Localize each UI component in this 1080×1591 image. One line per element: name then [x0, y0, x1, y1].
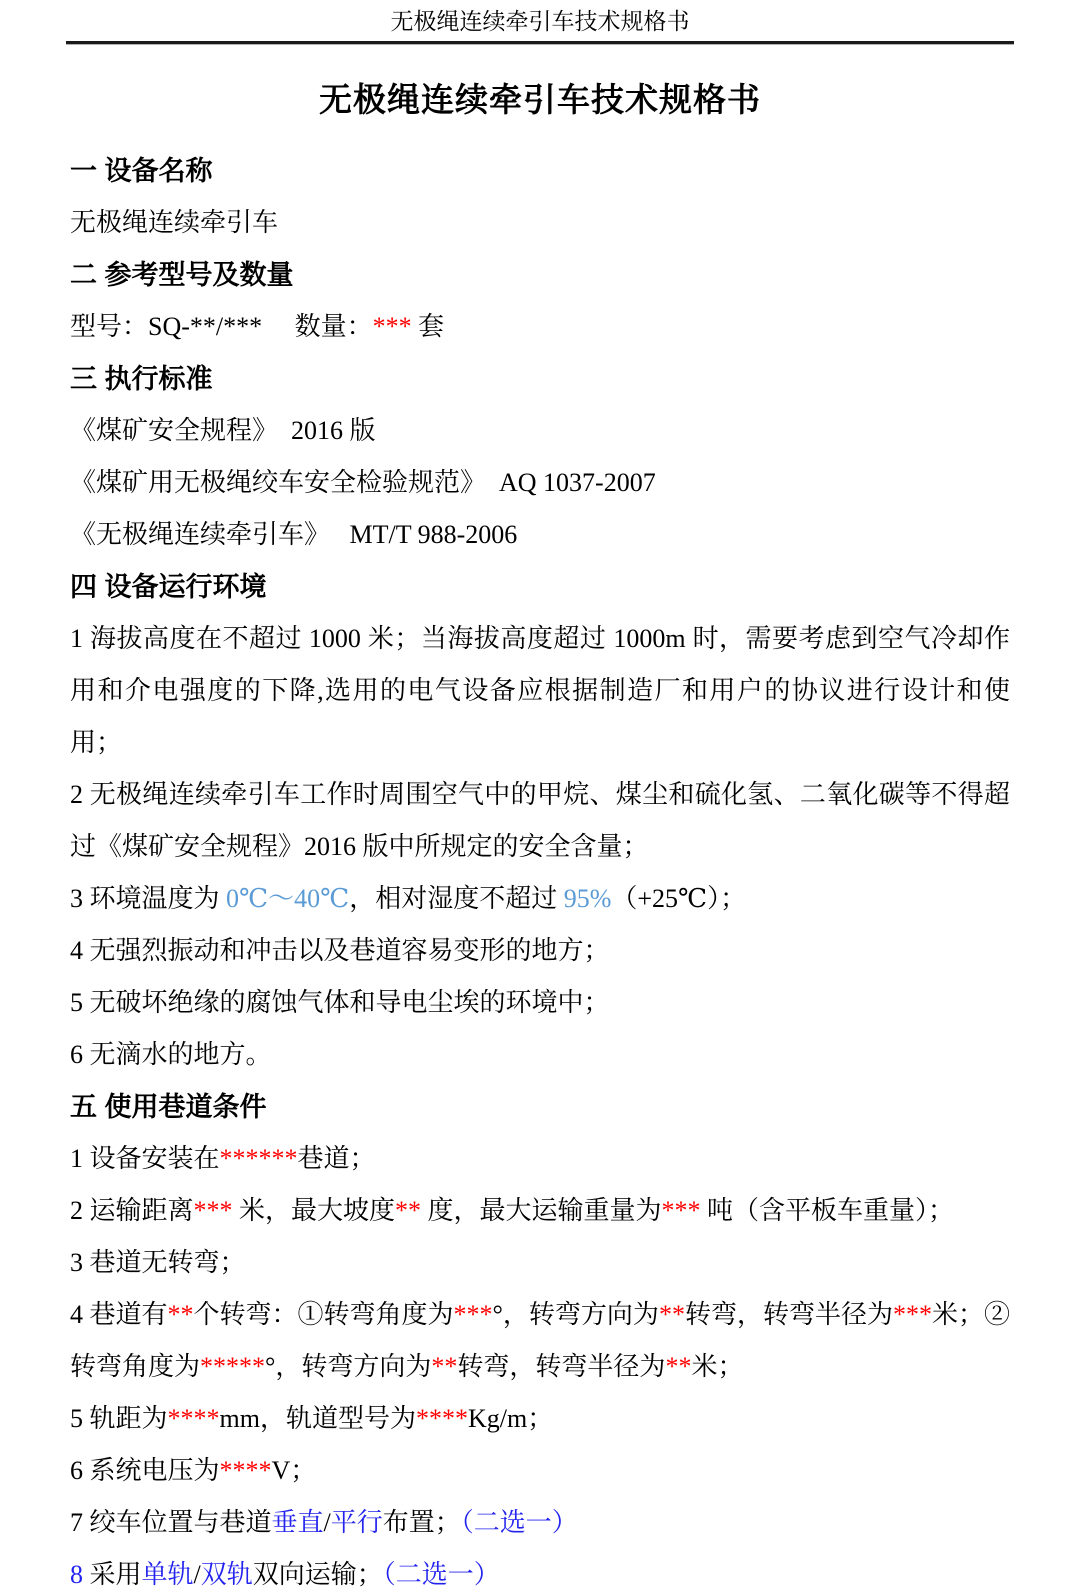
option-perpendicular: 垂直 — [271, 1508, 324, 1537]
roadway-item-2-text: 吨（含平板车重量）； — [700, 1196, 955, 1225]
roadway-item-4 — [70, 1289, 1010, 1393]
section-2-heading: 二 参考型号及数量 — [70, 260, 294, 290]
roadway-item-2-text: 米，最大坡度 — [232, 1196, 396, 1225]
header-rule — [66, 41, 1014, 45]
bend2-angle-placeholder: ***** — [200, 1352, 266, 1381]
roadway-item-6-text: 6 系统电压为 — [70, 1456, 220, 1485]
roadway-item-4-text: °，转弯方向为 — [492, 1300, 659, 1329]
quantity-placeholder: *** — [372, 312, 412, 341]
roadway-item-7-text: 布置； — [382, 1508, 461, 1537]
standard-item-3: 《无极绳连续牵引车》 MT/T 988-2006 — [70, 520, 518, 549]
bend1-angle-placeholder: *** — [453, 1300, 493, 1329]
roadway-item-4-text: °，转弯方向为 — [265, 1352, 432, 1381]
roadway-item-1-text: 巷道； — [297, 1144, 376, 1173]
roadway-item-3: 3 巷道无转弯； — [70, 1248, 246, 1277]
option-double-track: 双轨 — [200, 1560, 253, 1589]
bend-count-placeholder: ** — [167, 1300, 194, 1329]
gauge-placeholder: **** — [167, 1404, 220, 1433]
section-5-heading: 五 使用巷道条件 — [70, 1092, 267, 1122]
env-item-3-text: （+25℃）； — [611, 884, 747, 913]
env-item-1: 1 海拔高度在不超过 1000 米；当海拔高度超过 1000m 时，需要考虑到空气冷却作用和介电强度的下降,选用的电气设备应根据制造厂和用户的协议进行设计和使用； — [70, 624, 1010, 757]
roadway-item-1-text: 1 设备安装在 — [70, 1144, 220, 1173]
env-item-6: 6 无滴水的地方。 — [70, 1040, 272, 1069]
roadway-item-5-text: 5 轨距为 — [70, 1404, 168, 1433]
bend2-direction-placeholder: ** — [431, 1352, 458, 1381]
roadway-item-7 — [70, 1497, 1010, 1549]
roadway-item-1 — [70, 1133, 1010, 1185]
roadway-item-7-text: 7 绞车位置与巷道 — [70, 1508, 272, 1537]
roadway-item-6 — [70, 1445, 1010, 1497]
roadway-item-8-text: 采用 — [83, 1560, 142, 1589]
roadway-item-4-text: 个转弯：①转弯角度为 — [193, 1300, 454, 1329]
roadway-item-2-text: 度，最大运输重量为 — [421, 1196, 662, 1225]
roadway-item-8-number: 8 — [70, 1560, 83, 1589]
humidity-value: 95% — [563, 884, 612, 913]
env-item-3 — [70, 873, 1010, 925]
voltage-placeholder: **** — [219, 1456, 272, 1485]
env-item-5: 5 无破坏绝缘的腐蚀气体和导电尘埃的环境中； — [70, 988, 610, 1017]
env-item-4: 4 无强烈振动和冲击以及巷道容易变形的地方； — [70, 936, 610, 965]
bend2-radius-placeholder: ** — [665, 1352, 692, 1381]
roadway-item-4-text: 米； — [691, 1352, 744, 1381]
option-slash: / — [323, 1508, 331, 1537]
temperature-range-value: 0℃～40℃ — [226, 884, 350, 913]
roadway-item-4-text: 转弯，转弯半径为 — [684, 1300, 893, 1329]
standard-item-2: 《煤矿用无极绳绞车安全检验规范》 AQ 1037-2007 — [70, 468, 656, 497]
roadway-item-4-text: 转弯，转弯半径为 — [457, 1352, 666, 1381]
choose-one-note: （二选一） — [382, 1560, 500, 1589]
option-slash: / — [193, 1560, 201, 1589]
section-3-heading: 三 执行标准 — [70, 364, 213, 394]
device-name-text: 无极绳连续牵引车 — [70, 208, 279, 237]
env-item-2: 2 无极绳连续牵引车工作时周围空气中的甲烷、煤尘和硫化氢、二氧化碳等不得超过《煤矿安全规程》2016 版中所规定的安全含量； — [70, 780, 1010, 861]
section-4-heading: 四 设备运行环境 — [70, 572, 267, 602]
roadway-item-2 — [70, 1185, 1010, 1237]
choose-one-note: （二选一） — [460, 1508, 578, 1537]
env-item-3-text: 3 环境温度为 — [70, 884, 227, 913]
roadway-item-4-text: 米；②转弯角度为 — [70, 1300, 1010, 1381]
standard-item-1: 《煤矿安全规程》 2016 版 — [70, 416, 376, 445]
weight-placeholder: *** — [661, 1196, 701, 1225]
roadway-item-8 — [70, 1549, 1010, 1591]
roadway-type-placeholder: ****** — [219, 1144, 298, 1173]
roadway-item-6-text: V； — [271, 1456, 317, 1485]
document-title: 无极绳连续牵引车技术规格书 — [319, 81, 761, 118]
slope-placeholder: ** — [395, 1196, 422, 1225]
roadway-item-8-text: 双向运输； — [252, 1560, 383, 1589]
distance-placeholder: *** — [193, 1196, 233, 1225]
bend1-radius-placeholder: *** — [892, 1300, 932, 1329]
roadway-item-5 — [70, 1393, 1010, 1445]
roadway-item-2-text: 2 运输距离 — [70, 1196, 194, 1225]
roadway-item-5-text: mm，轨道型号为 — [219, 1404, 416, 1433]
roadway-item-4-text: 4 巷道有 — [70, 1300, 168, 1329]
model-quantity-line — [70, 301, 1010, 353]
document-body — [0, 67, 1080, 1591]
quantity-unit: 套 — [411, 312, 445, 341]
option-parallel: 平行 — [330, 1508, 383, 1537]
env-item-3-text: ，相对湿度不超过 — [349, 884, 564, 913]
page-header-text: 无极绳连续牵引车技术规格书 — [390, 9, 690, 34]
bend1-direction-placeholder: ** — [658, 1300, 685, 1329]
section-1-heading: 一 设备名称 — [70, 156, 213, 186]
option-single-track: 单轨 — [141, 1560, 194, 1589]
model-label: 型号：SQ-**/*** 数量： — [70, 312, 373, 341]
roadway-item-5-text: Kg/m； — [467, 1404, 554, 1433]
rail-model-placeholder: **** — [415, 1404, 468, 1433]
